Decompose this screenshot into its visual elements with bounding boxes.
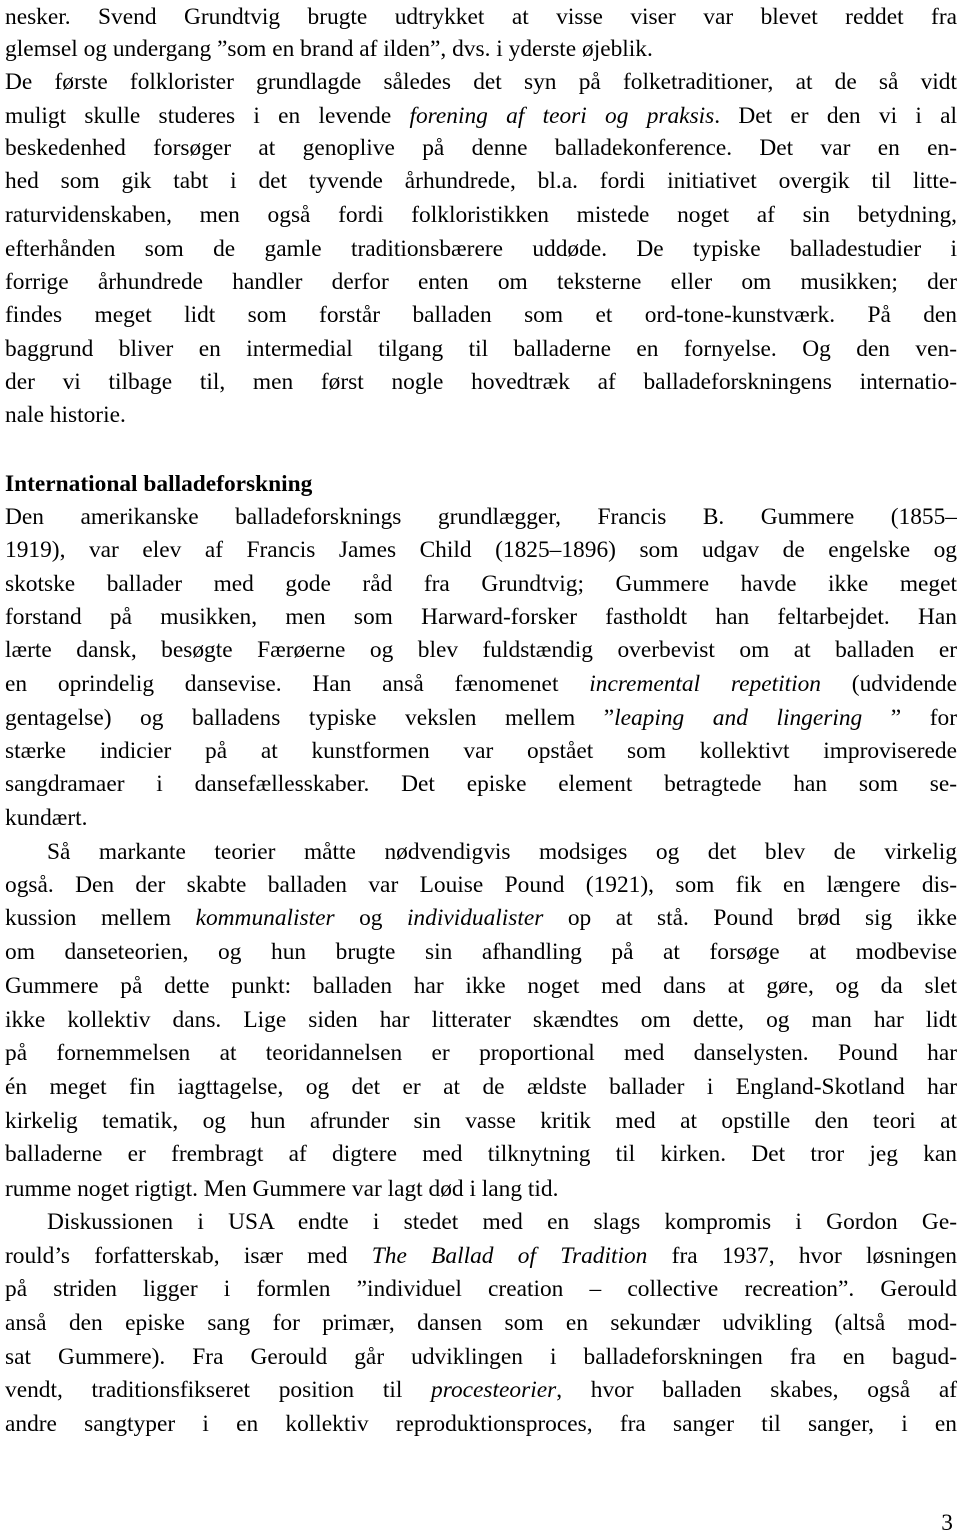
text-run: . Det er den vi i al bbox=[714, 103, 957, 129]
text-line bbox=[5, 232, 957, 266]
text-line bbox=[5, 633, 957, 667]
text-run: efterhånden som de gamle traditionsbærere uddøde. De typiske balladestudier i bbox=[5, 236, 957, 262]
text-line bbox=[5, 734, 957, 768]
text-run: beskedenhed forsøger at genoplive på denne balladekonference. Det var en en- bbox=[5, 135, 957, 161]
text-line bbox=[5, 164, 957, 198]
italic-term: kommunalister bbox=[195, 905, 335, 931]
text-line bbox=[5, 1272, 957, 1306]
text-line bbox=[5, 1036, 957, 1070]
text-run: 1919), var elev af Francis James Child (1825–1896) som udgav de engelske og bbox=[5, 537, 957, 563]
text-run: Så markante teorier måtte nødvendigvis modsiges og det blev de virkelig bbox=[47, 839, 957, 865]
text-run: hed som gik tabt i det tyvende århundrede, bl.a. fordi initiativet overgik til litte- bbox=[5, 168, 957, 194]
text-run: rumme noget rigtigt. Men Gummere var lagt død i lang tid. bbox=[5, 1176, 559, 1202]
italic-term: The Ballad of Tradition bbox=[371, 1243, 648, 1269]
text-run: findes meget lidt som forstår balladen som et ord-tone-kunstværk. På den bbox=[5, 302, 957, 328]
text-run: en oprindelig dansevise. Han anså fænomenet bbox=[5, 671, 590, 697]
text-line bbox=[5, 198, 957, 232]
text-run: og bbox=[334, 905, 407, 931]
text-run: kirkelig tematik, og hun afrunder sin vasse kritik med at opstille den teori at bbox=[5, 1108, 957, 1134]
text-line bbox=[5, 533, 957, 567]
text-run: sangdramaer i dansefællesskaber. Det episke element betragtede han som se- bbox=[5, 771, 957, 797]
text-run: nesker. Svend Grundtvig brugte udtrykket at visse viser var blevet reddet fra bbox=[5, 4, 957, 30]
text-line bbox=[5, 131, 957, 165]
italic-term: incremental repetition bbox=[589, 671, 821, 697]
text-run: fra 1937, hvor løsningen bbox=[647, 1243, 957, 1269]
text-line bbox=[47, 835, 957, 869]
text-line bbox=[5, 868, 957, 902]
text-line bbox=[5, 935, 957, 969]
text-run: lærte dansk, besøgte Færøerne og blev fuldstændig overbevist om at balladen er bbox=[5, 637, 957, 663]
text-run: glemsel og undergang ”som en brand af ilden”, dvs. i yderste øjeblik. bbox=[5, 36, 653, 62]
text-line bbox=[5, 32, 957, 66]
page-number: 3 bbox=[941, 1510, 953, 1536]
text-line bbox=[5, 1373, 957, 1407]
text-run: skotske ballader med gode råd fra Grundtvig; Gummere havde ikke meget bbox=[5, 571, 957, 597]
text-run: én meget fin iagttagelse, og det er at de ældste ballader i England-Skotland har bbox=[5, 1074, 957, 1100]
text-run: baggrund bliver en intermedial tilgang til balladerne en fornyelse. Og den ven- bbox=[5, 336, 957, 362]
text-run: anså den episke sang for primær, dansen som en sekundær udvikling (altså mod- bbox=[5, 1310, 957, 1336]
text-line bbox=[5, 1340, 957, 1374]
text-run: Gummere på dette punkt: balladen har ikke noget med dans at gøre, og da slet bbox=[5, 973, 957, 999]
text-run: forstand på musikken, men som Harward-forsker fastholdt han feltarbejdet. Han bbox=[5, 604, 957, 630]
text-run: om danseteorien, og hun brugte sin afhandling på at forsøge at modbevise bbox=[5, 939, 957, 965]
text-run: på striden ligger i formlen ”individuel creation – collective recreation”. Gerould bbox=[5, 1276, 957, 1302]
text-run: på fornemmelsen at teoridannelsen er proportional med danselysten. Pound har bbox=[5, 1040, 957, 1066]
text-line bbox=[5, 969, 957, 1003]
text-line bbox=[5, 1070, 957, 1104]
text-line bbox=[47, 1205, 957, 1239]
text-line bbox=[5, 600, 957, 634]
text-run: raturvidenskaben, men også fordi folkloristikken mistede noget af sin betydning, bbox=[5, 202, 957, 228]
text-line bbox=[5, 801, 957, 835]
text-run: gentagelse) og balladens typiske vekslen mellem ” bbox=[5, 705, 615, 731]
text-line bbox=[5, 1306, 957, 1340]
italic-term: leaping and lingering bbox=[614, 705, 863, 731]
text-line bbox=[5, 365, 957, 399]
text-line bbox=[5, 1104, 957, 1138]
text-line bbox=[5, 298, 957, 332]
text-line bbox=[5, 65, 957, 99]
text-line bbox=[5, 99, 957, 133]
text-run: kundært. bbox=[5, 805, 88, 831]
text-run: muligt skulle studeres i en levende bbox=[5, 103, 410, 129]
text-run: ikke kollektiv dans. Lige siden har litterater skændtes om dette, og man har lidt bbox=[5, 1007, 957, 1033]
section-heading: International balladeforskning bbox=[5, 471, 313, 497]
text-run: op at stå. Pound brød sig ikke bbox=[543, 905, 957, 931]
text-line bbox=[5, 332, 957, 366]
text-line bbox=[5, 1003, 957, 1037]
text-line bbox=[5, 701, 957, 735]
text-line bbox=[5, 1239, 957, 1273]
text-run: nale historie. bbox=[5, 402, 126, 428]
text-line bbox=[5, 398, 957, 432]
text-line bbox=[5, 901, 957, 935]
text-line bbox=[5, 1172, 957, 1206]
text-line bbox=[5, 1137, 957, 1171]
text-run: forrige århundrede handler derfor enten om teksterne eller om musikken; der bbox=[5, 269, 957, 295]
text-run: Den amerikanske balladeforsknings grundlægger, Francis B. Gummere (1855– bbox=[5, 504, 957, 530]
text-run: , hvor balladen skabes, også af bbox=[556, 1377, 957, 1403]
text-line bbox=[5, 1407, 957, 1441]
text-line bbox=[5, 767, 957, 801]
text-line bbox=[5, 0, 957, 34]
text-run: andre sangtyper i en kollektiv reproduktionsproces, fra sanger til sanger, i en bbox=[5, 1411, 957, 1437]
text-run: balladerne er frembragt af digtere med tilknytning til kirken. Det tror jeg kan bbox=[5, 1141, 957, 1167]
text-run: Diskussionen i USA endte i stedet med en slags kompromis i Gordon Ge- bbox=[47, 1209, 957, 1235]
text-run: der vi tilbage til, men først nogle hovedtræk af balladeforskningens internatio- bbox=[5, 369, 957, 395]
italic-term: procesteorier bbox=[431, 1377, 557, 1403]
text-line bbox=[5, 567, 957, 601]
text-run: kussion mellem bbox=[5, 905, 196, 931]
text-run: stærke indicier på at kunstformen var opstået som kollektivt improviserede bbox=[5, 738, 957, 764]
text-line bbox=[5, 667, 957, 701]
text-run: (udvidende bbox=[820, 671, 957, 697]
text-run: sat Gummere). Fra Gerould går udviklingen i balladeforskningen fra en bagud- bbox=[5, 1344, 957, 1370]
text-line bbox=[5, 265, 957, 299]
text-run: vendt, traditionsfikseret position til bbox=[5, 1377, 432, 1403]
italic-term: forening af teori og praksis bbox=[409, 103, 715, 129]
text-run: ” for bbox=[862, 705, 957, 731]
text-run: også. Den der skabte balladen var Louise Pound (1921), som fik en længere dis- bbox=[5, 872, 957, 898]
text-line bbox=[5, 500, 957, 534]
text-run: rould’s forfatterskab, især med bbox=[5, 1243, 372, 1269]
italic-term: individualister bbox=[406, 905, 544, 931]
text-run: De første folklorister grundlagde således det syn på folketraditioner, at de så vidt bbox=[5, 69, 957, 95]
